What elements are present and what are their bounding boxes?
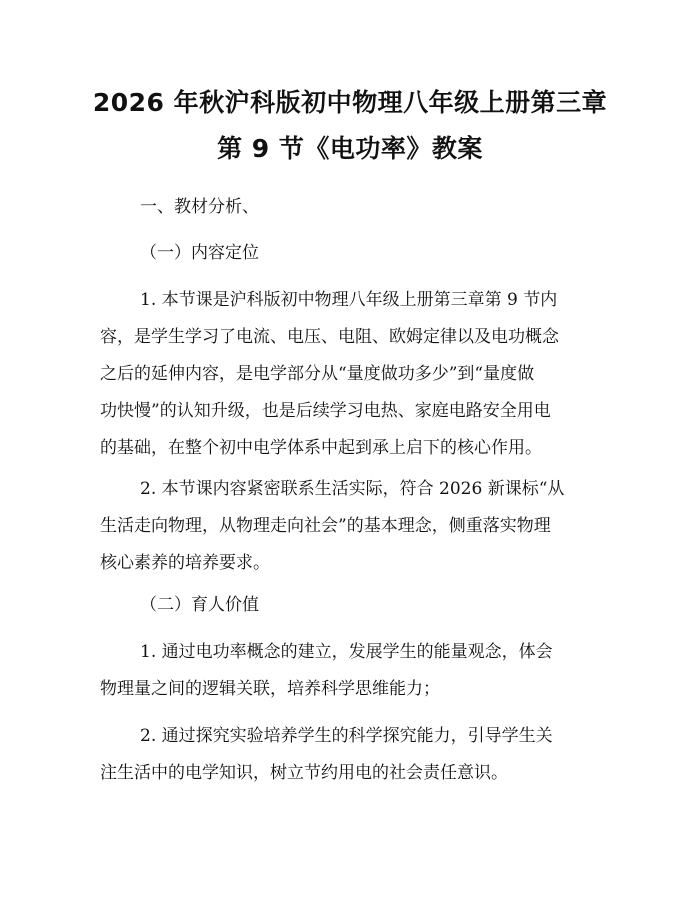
paragraph-line: 功快慢”的认知升级，也是后续学习电热、家庭电路安全用电 xyxy=(100,401,551,421)
paragraph-line: 1. 通过电功率概念的建立，发展学生的能量观念，体会 xyxy=(140,642,553,662)
paragraph-line: 核心素养的培养要求。 xyxy=(100,553,270,573)
paragraph-educational-value-1 xyxy=(100,641,600,715)
paragraph-line: 容，是学生学习了电流、电压、电阻、欧姆定律以及电功概念 xyxy=(100,327,559,347)
subsection-heading-educational-value: （二）育人价值 xyxy=(140,595,259,615)
section-heading-teaching-material-analysis: 一、教材分析、 xyxy=(140,197,259,217)
paragraph-line: 之后的延伸内容，是电学部分从“量度做功多少”到“量度做 xyxy=(100,364,535,384)
document-title-line-2: 第 9 节《电功率》教案 xyxy=(217,134,483,163)
paragraph-line: 生活走向物理，从物理走向社会”的基本理念，侧重落实物理 xyxy=(100,516,551,536)
paragraph-line: 注生活中的电学知识，树立节约用电的社会责任意识。 xyxy=(100,763,508,783)
paragraph-line: 的基础，在整个初中电学体系中起到承上启下的核心作用。 xyxy=(100,438,542,458)
paragraph-content-positioning-1 xyxy=(100,289,600,474)
paragraph-educational-value-2 xyxy=(100,725,600,799)
paragraph-content-positioning-2 xyxy=(100,478,600,589)
paragraph-line: 2. 通过探究实验培养学生的科学探究能力，引导学生关 xyxy=(140,726,553,746)
paragraph-line: 1. 本节课是沪科版初中物理八年级上册第三章第 9 节内 xyxy=(140,290,558,310)
paragraph-line: 物理量之间的逻辑关联，培养科学思维能力； xyxy=(100,679,440,699)
paragraph-line: 2. 本节课内容紧密联系生活实际，符合 2026 新课标“从 xyxy=(140,479,565,499)
subsection-heading-content-positioning: （一）内容定位 xyxy=(140,243,259,263)
document-title-line-1: 2026 年秋沪科版初中物理八年级上册第三章 xyxy=(92,88,608,117)
